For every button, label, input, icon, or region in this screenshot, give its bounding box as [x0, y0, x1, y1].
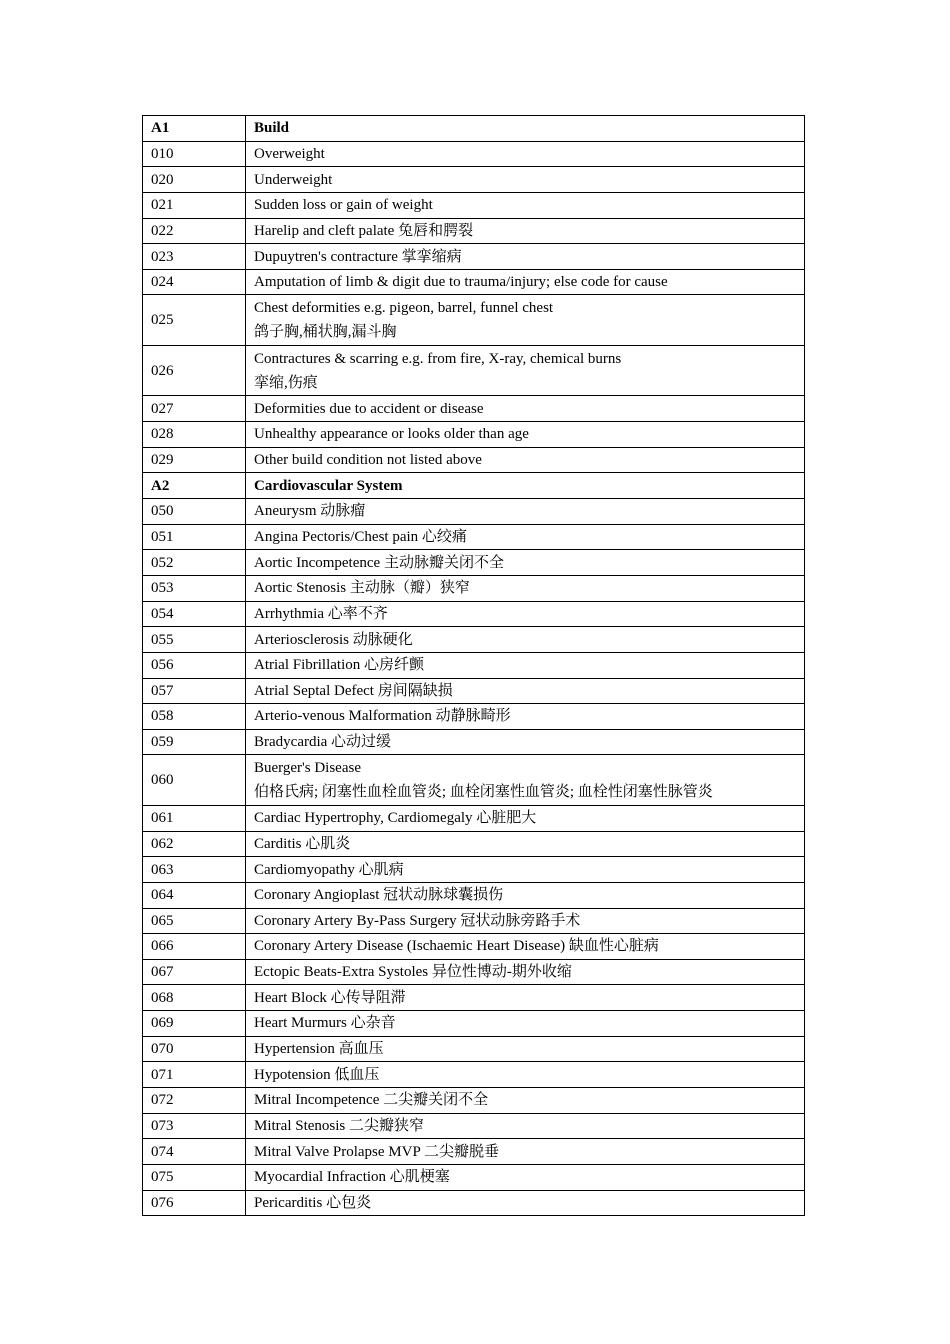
description-cell [246, 985, 805, 1011]
table-row [143, 447, 805, 473]
description-text: Bradycardia 心动过缓 [254, 734, 392, 751]
description-cell [246, 295, 805, 346]
description-text: Cardiac Hypertrophy, Cardiomegaly 心脏肥大 [254, 810, 537, 827]
description-text: Hypotension 低血压 [254, 1066, 380, 1083]
description-text: Contractures & scarring e.g. from fire, X-ray, chemical burns [254, 350, 622, 367]
code-cell: 025 [143, 295, 246, 346]
description-text: Sudden loss or gain of weight [254, 197, 433, 214]
table-row [143, 1139, 805, 1165]
description-cell [246, 447, 805, 473]
description-text: Mitral Stenosis 二尖瓣狭窄 [254, 1117, 425, 1134]
table-row [143, 1011, 805, 1037]
table-row [143, 1088, 805, 1114]
description-cell [246, 167, 805, 193]
section-code-cell: A1 [143, 116, 246, 142]
description-cell [246, 575, 805, 601]
description-cell [246, 1011, 805, 1037]
description-text: Aneurysm 动脉瘤 [254, 503, 366, 520]
table-row [143, 295, 805, 346]
section-title-cell [246, 473, 805, 499]
code-cell: 075 [143, 1164, 246, 1190]
description-text: Amputation of limb & digit due to trauma/injury; else code for cause [254, 274, 668, 291]
description-text: Other build condition not listed above [254, 452, 482, 469]
description-text: Aortic Incompetence 主动脉瓣关闭不全 [254, 554, 504, 571]
section-code-cell: A2 [143, 473, 246, 499]
table-row [143, 345, 805, 396]
code-cell: 074 [143, 1139, 246, 1165]
table-row [143, 1190, 805, 1216]
table-row [143, 1062, 805, 1088]
table-row [143, 857, 805, 883]
description-cell [246, 141, 805, 167]
code-cell: 054 [143, 601, 246, 627]
table-row [143, 627, 805, 653]
table-row [143, 1036, 805, 1062]
description-cell [246, 1113, 805, 1139]
description-cell [246, 1139, 805, 1165]
description-text: Overweight [254, 145, 325, 162]
description-text: Atrial Septal Defect 房间隔缺损 [254, 682, 453, 699]
description-text: Coronary Artery Disease (Ischaemic Heart Disease) 缺血性心脏病 [254, 938, 659, 955]
description-text: Unhealthy appearance or looks older than age [254, 426, 529, 443]
table-row [143, 652, 805, 678]
description-cell [246, 729, 805, 755]
code-cell: 056 [143, 652, 246, 678]
table-body [143, 116, 805, 1216]
description-cell [246, 882, 805, 908]
description-text: Hypertension 高血压 [254, 1041, 384, 1058]
description-cell [246, 1164, 805, 1190]
description-cell [246, 192, 805, 218]
description-text: Angina Pectoris/Chest pain 心绞痛 [254, 529, 467, 545]
table-row [143, 934, 805, 960]
description-cell [246, 1088, 805, 1114]
description-chinese-text: 鸽子胸,桶状胸,漏斗胸 [254, 324, 397, 341]
code-cell: 066 [143, 934, 246, 960]
section-header-row [143, 473, 805, 499]
description-text: Aortic Stenosis 主动脉（瓣）狭窄 [254, 580, 470, 597]
description-text: Heart Block 心传导阻滞 [254, 989, 406, 1006]
code-cell: 071 [143, 1062, 246, 1088]
description-cell [246, 550, 805, 576]
code-cell: 057 [143, 678, 246, 704]
description-cell [246, 678, 805, 704]
table-row [143, 704, 805, 730]
table-row [143, 550, 805, 576]
description-text: Dupuytren's contracture 掌挛缩病 [254, 248, 462, 265]
code-cell: 021 [143, 192, 246, 218]
code-cell: 062 [143, 831, 246, 857]
table-row [143, 601, 805, 627]
code-cell: 058 [143, 704, 246, 730]
medical-code-table [142, 115, 805, 1216]
table-row [143, 524, 805, 550]
table-row [143, 575, 805, 601]
description-text: Coronary Angioplast 冠状动脉球囊损伤 [254, 887, 504, 904]
description-text: Chest deformities e.g. pigeon, barrel, funnel chest [254, 300, 554, 317]
code-cell: 028 [143, 422, 246, 448]
code-cell: 060 [143, 755, 246, 806]
table-row [143, 141, 805, 167]
description-text: Underweight [254, 171, 333, 188]
table-row [143, 729, 805, 755]
table-row [143, 882, 805, 908]
code-cell: 072 [143, 1088, 246, 1114]
description-cell [246, 805, 805, 831]
description-cell [246, 908, 805, 934]
description-text: Deformities due to accident or disease [254, 400, 484, 417]
description-cell [246, 422, 805, 448]
code-cell: 068 [143, 985, 246, 1011]
code-cell: 065 [143, 908, 246, 934]
code-cell: 069 [143, 1011, 246, 1037]
code-cell: 052 [143, 550, 246, 576]
description-text: Mitral Valve Prolapse MVP 二尖瓣脱垂 [254, 1143, 499, 1160]
table-row [143, 192, 805, 218]
description-cell [246, 244, 805, 270]
description-text: Harelip and cleft palate 兔唇和腭裂 [254, 222, 474, 239]
description-cell [246, 934, 805, 960]
description-cell [246, 959, 805, 985]
description-text: Arteriosclerosis 动脉硬化 [254, 631, 413, 648]
code-cell: 050 [143, 499, 246, 525]
section-title-cell [246, 116, 805, 142]
table-row [143, 269, 805, 295]
description-chinese-text: 挛缩,伤痕 [254, 374, 318, 391]
table-row [143, 908, 805, 934]
code-cell: 059 [143, 729, 246, 755]
code-cell: 055 [143, 627, 246, 653]
description-text: Coronary Artery By-Pass Surgery 冠状动脉旁路手术 [254, 912, 581, 929]
code-cell: 061 [143, 805, 246, 831]
code-cell: 053 [143, 575, 246, 601]
table-row [143, 831, 805, 857]
code-cell: 010 [143, 141, 246, 167]
description-cell [246, 601, 805, 627]
description-text: Arterio-venous Malformation 动静脉畸形 [254, 708, 511, 725]
table-row [143, 396, 805, 422]
description-cell [246, 269, 805, 295]
description-cell [246, 218, 805, 244]
table-row [143, 218, 805, 244]
description-text: Heart Murmurs 心杂音 [254, 1015, 396, 1032]
table-row [143, 1113, 805, 1139]
code-cell: 024 [143, 269, 246, 295]
description-text: Myocardial Infraction 心肌梗塞 [254, 1169, 450, 1186]
description-cell [246, 857, 805, 883]
code-cell: 076 [143, 1190, 246, 1216]
code-cell: 064 [143, 882, 246, 908]
description-cell [246, 1190, 805, 1216]
code-cell: 027 [143, 396, 246, 422]
description-text: Mitral Incompetence 二尖瓣关闭不全 [254, 1092, 489, 1109]
code-cell: 020 [143, 167, 246, 193]
code-cell: 070 [143, 1036, 246, 1062]
description-text: Carditis 心肌炎 [254, 835, 351, 852]
description-cell [246, 1062, 805, 1088]
table-row [143, 755, 805, 806]
table-row [143, 499, 805, 525]
code-cell: 051 [143, 524, 246, 550]
description-cell [246, 345, 805, 396]
description-text: Cardiomyopathy 心肌病 [254, 861, 404, 878]
table-row [143, 1164, 805, 1190]
code-cell: 022 [143, 218, 246, 244]
code-cell: 073 [143, 1113, 246, 1139]
description-chinese-text: 伯格氏病; 闭塞性血栓血管炎; 血栓闭塞性血管炎; 血栓性闭塞性脉管炎 [254, 784, 713, 801]
description-cell [246, 831, 805, 857]
code-cell: 023 [143, 244, 246, 270]
description-cell [246, 524, 805, 550]
description-cell [246, 704, 805, 730]
description-cell [246, 396, 805, 422]
code-cell: 067 [143, 959, 246, 985]
code-cell: 026 [143, 345, 246, 396]
description-cell [246, 652, 805, 678]
description-text: Atrial Fibrillation 心房纤颤 [254, 657, 424, 674]
description-text: Buerger's Disease [254, 760, 361, 777]
table-row [143, 959, 805, 985]
table-row [143, 985, 805, 1011]
section-title: Cardiovascular System [254, 477, 403, 494]
code-cell: 029 [143, 447, 246, 473]
table-row [143, 244, 805, 270]
description-cell [246, 627, 805, 653]
code-cell: 063 [143, 857, 246, 883]
section-header-row [143, 116, 805, 142]
description-cell [246, 1036, 805, 1062]
description-text: Ectopic Beats-Extra Systoles 异位性博动-期外收缩 [254, 964, 572, 981]
table-row [143, 167, 805, 193]
section-title: Build [254, 120, 290, 137]
table-row [143, 805, 805, 831]
description-cell [246, 755, 805, 806]
description-text: Arrhythmia 心率不齐 [254, 605, 388, 622]
table-row [143, 422, 805, 448]
table-row [143, 678, 805, 704]
description-text: Pericarditis 心包炎 [254, 1194, 372, 1211]
description-cell [246, 499, 805, 525]
